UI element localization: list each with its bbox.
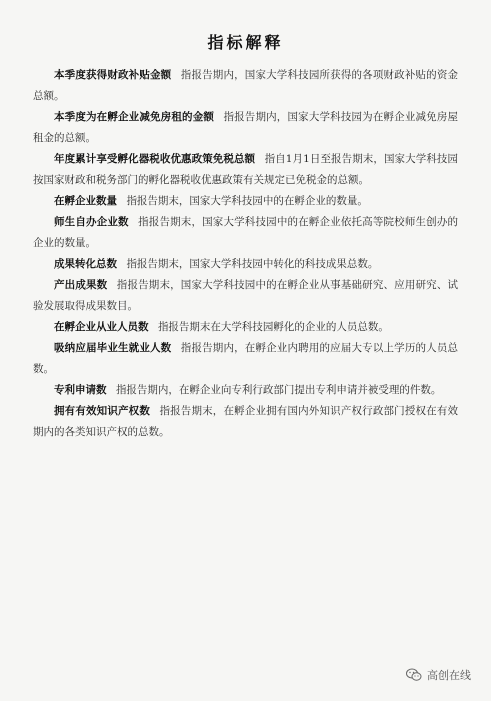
definition-term: 专利申请数 [54, 384, 107, 396]
definition-entry [33, 380, 458, 401]
definition-term: 拥有有效知识产权数 [54, 405, 151, 417]
definition-term: 在孵企业从业人员数 [54, 321, 149, 333]
definition-entry [33, 275, 458, 317]
definition-entry [33, 107, 458, 149]
definition-text: 指报告期内，国家大学科技园所获得的各项财政补贴的资金总额。 [33, 69, 459, 102]
definition-text: 指报告期末，国家大学科技园中的在孵企业依托高等院校师生创办的企业的数量。 [33, 216, 459, 249]
definition-text: 指报告期末，在孵企业拥有国内外知识产权行政部门授权在有效期内的各类知识产权的总数。 [33, 405, 458, 438]
definition-term: 本季度为在孵企业减免房租的金额 [54, 111, 215, 123]
definition-entry [33, 317, 458, 338]
definition-text: 指报告期末，国家大学科技园中的在孵企业的数量。 [126, 195, 368, 207]
definition-text: 指报告期末，国家大学科技园中转化的科技成果总数。 [126, 258, 379, 270]
definition-text: 指报告期内，在孵企业向专利行政部门提出专利申请并被受理的件数。 [115, 384, 442, 396]
definition-term: 产出成果数 [54, 279, 108, 291]
definition-term: 在孵企业数量 [54, 195, 117, 207]
definition-term: 年度累计享受孵化器税收优惠政策免税总额 [54, 153, 256, 165]
definition-text: 指报告期末在大学科技园孵化的企业的人员总数。 [157, 321, 389, 333]
definitions-list [33, 65, 458, 443]
definition-entry [33, 254, 458, 275]
definition-text: 指报告期内，国家大学科技园为在孵企业减免房屋租金的总额。 [33, 111, 459, 144]
page-title: 指标解释 [207, 33, 284, 52]
definition-entry [33, 65, 458, 107]
watermark-label: 高创在线 [427, 669, 471, 682]
definition-entry [33, 401, 458, 443]
definition-entry [33, 212, 458, 254]
definition-entry [33, 338, 458, 380]
definition-term: 本季度获得财政补贴金额 [54, 69, 172, 81]
definition-entry [33, 191, 458, 212]
definition-text: 指报告期内，在孵企业内聘用的应届大专以上学历的人员总数。 [33, 342, 459, 375]
definition-text: 指报告期末，国家大学科技园中的在孵企业从事基础研究、应用研究、试验发展取得成果数目。 [33, 279, 459, 312]
wechat-icon [406, 668, 422, 682]
watermark [406, 667, 471, 683]
definition-term: 成果转化总数 [54, 258, 117, 270]
definition-text: 指自1月1日至报告期末，国家大学科技园按国家财政和税务部门的孵化器税收优惠政策有关规定已免税金的总额。 [33, 153, 458, 186]
definition-entry [33, 149, 458, 191]
definition-term: 师生自办企业数 [54, 216, 129, 228]
definition-term: 吸纳应届毕业生就业人数 [54, 342, 172, 354]
